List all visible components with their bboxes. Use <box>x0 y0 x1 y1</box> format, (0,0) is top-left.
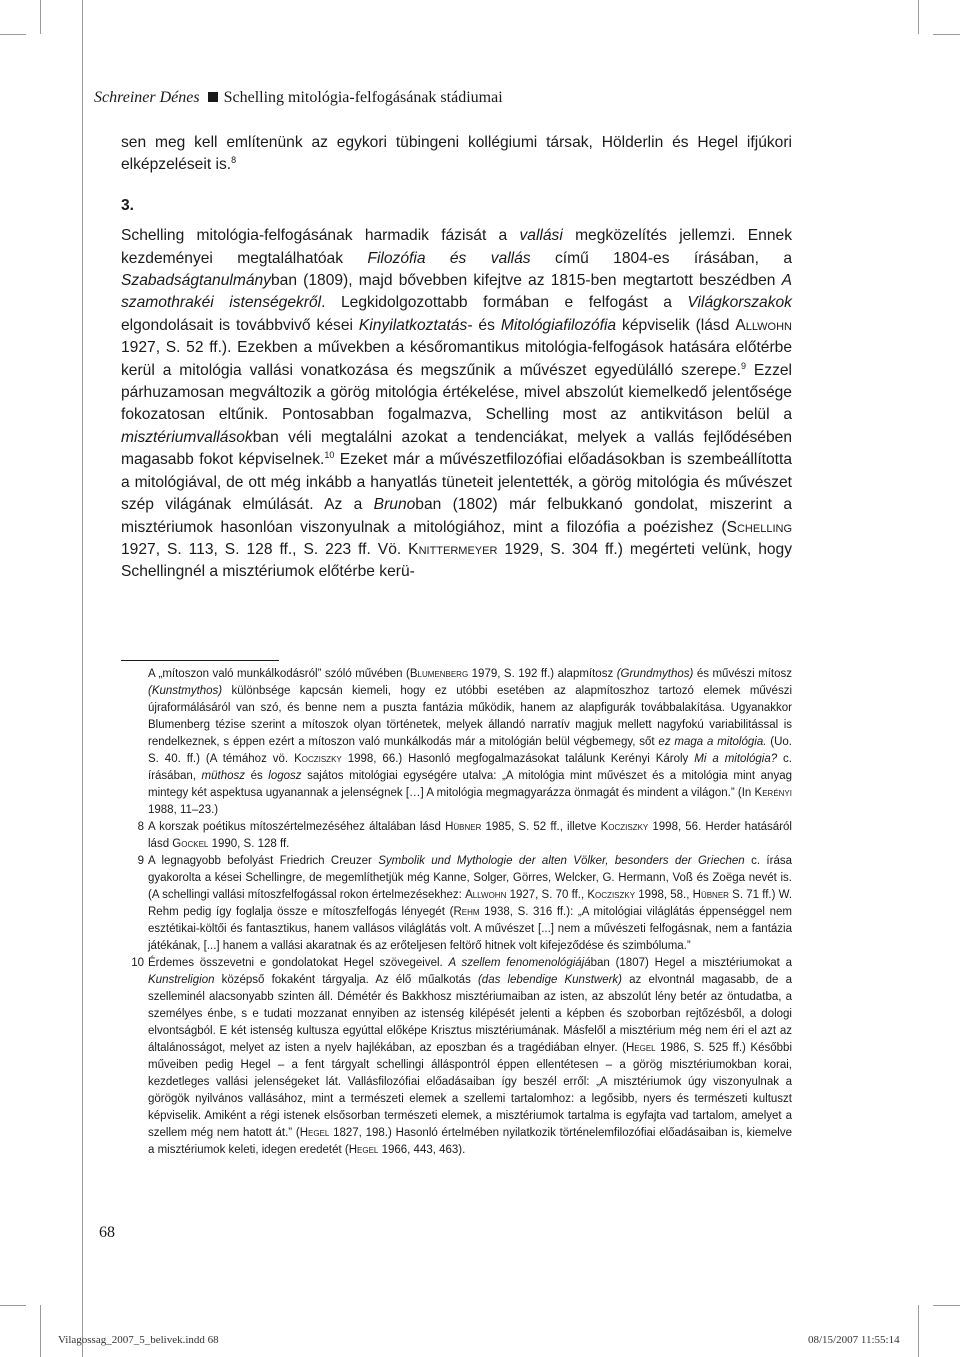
slug-file: Vilagossag_2007_5_belivek.indd 68 <box>58 1334 219 1346</box>
section-heading: 3. <box>121 196 135 214</box>
crop-line-top-left <box>40 0 41 34</box>
footnote-10: 10 Érdemes összevetni e gondolatokat Hegel szövegeivel. A szellem fenomenológiájában (1807) Hegel a misztériumokat a Kunstreligion középső fokaként tárgyalja. Az élő műalkotás (das lebendige Kunstwerk) az elvontnál magasabb, de a szelleminél alacsonyabb szinten áll. Démétér és Bakkhosz misztériumaiban az isten, az abszolút lény betér az öntudatba, a személyes énbe, s e tudati mozzanat ennyiben az istenség kilépését jelenti a képben és szoborban rejtőzésből, a dologi elvontságból. E két istenség kultusza egyúttal előképe Krisztus misztériumának. Másfelől a misztérium még nem éri el azt az általánosságot, melyet az isten a nyelv hajlékában, az eposzban és a tragédiában elnyer. (Hegel 1986, S. 525 ff.) Későbbi műveiben pedig Hegel – a fent tárgyalt schellingi álláspontról éppen ellentétesen – a görög misztériumokban korai, kezdetleges vallási jelenségeket lát. Vallásfilozófiai előadásaiban így beszél erről: „A misztériumok úgy viszonyulnak a görögök nyilvános vallásához, mint a természeti elemek a szellemi tartalomhoz: a legősibb, nyers és természeti kultuszt képviselik. Amiként a régi istenek elsősorban természeti elemek, a misztériumok tartalma is egyfajta vad tartalom, amelyet a szellem még nem hatott át.” (Hegel 1827, 198.) Hasonló értelmében nyilatkozik történelemfilozófiai előadásaiban is, kiemelve a misztériumok keleti, idegen eredetét (Hegel 1966, 443, 463). <box>131 957 793 1156</box>
header-square-icon <box>208 92 218 102</box>
crop-line-left <box>82 0 83 1357</box>
crop-line-bottom-right <box>918 1305 919 1357</box>
header-title: Schelling mitológia-felfogásának stádiumai <box>223 89 503 106</box>
footnote-ref-9: 9 <box>740 360 746 371</box>
footnote-rule <box>121 660 279 661</box>
crop-line-h-bottom-left <box>0 1305 26 1306</box>
footnote-8: 8 A korszak poétikus mítoszértelmezéséhez általában lásd Hübner 1985, S. 52 ff., illetve Kocziszky 1998, 56. Herder hatásáról lásd Gockel 1990, S. 128 ff. <box>137 821 792 850</box>
footnote-continuation: A „mítoszon való munkálkodásról” szóló művében (Blumenberg 1979, S. 192 ff.) alapmítosz (Grundmythos) és művészi mítosz (Kunstmythos) különbsége kapcsán kiemeli, hogy ez utóbbi esetében az alapmítoszhoz tartozó elemek művészi újraformálásáról van szó, és benne nem a puszta fantázia működik, hanem az alapfigurák továbbalakítása. Ugyanakkor Blumenberg tézise szerint a mítoszok olyan történetek, melyek állandó narratív magjuk mellett nagyfokú variabilitással is rendelkeznek, s éppen ezért a mítoszon való munkálkodás már a mitológián belül végbemegy, sőt ez maga a mitológia. (Uo. S. 40. ff.) (A témához vö. Kocziszky 1998, 66.) Hasonló megfogalmazásokat találunk Kerényi Károly Mi a mitológia? c. írásában, müthosz és logosz sajátos mitológiai egységére utalva: „A mitológia mint művészet és a mitológia mint anyag mintegy két aspektusa ugyanannak a jelenségnek […] A mitológia megmagyarázza önmagát és mindent a világon.” (In Kerényi 1988, 11–23.) <box>148 668 793 816</box>
page-number: 68 <box>99 1224 115 1241</box>
crop-line-h-top-right <box>933 34 960 35</box>
crop-line-h-top-left <box>0 34 26 35</box>
footnote-ref-10: 10 <box>324 450 335 461</box>
slug-datetime: 08/15/2007 11:55:14 <box>808 1334 900 1346</box>
crop-line-bottom-left <box>40 1305 41 1357</box>
footnotes <box>121 666 792 1159</box>
paragraph-2: Schelling mitológia-felfogásának harmadik fázisát a vallási megközelítés jellemzi. Ennek kezdeményei megtalálhatóak Filozófia és vallás című 1804-es írásában, a Szabadságtanulmányban (1809), majd bővebben kifejtve az 1815-ben megtartott beszédben A szamothrakéi istenségekről. Legkidolgozottabb formában e felfogást a Világkorszakok elgondolásait is továbbvivő kései Kinyilatkoztatás- és Mitológiafilozófia képviselik (lásd Allwohn 1927, S. 52 ff.). Ezekben a művekben a későromantikus mitológia-felfogások hatására előtérbe kerül a mitológia vallási vonatkozása és megszűnik a művészet egyedülálló szerepe.$^9$ Ezzel párhuzamosan megváltozik a görög mitológia értékelése, mivel abszolút kiemelkedő jelentősége fokozatosan eltűnik. Pontosabban fogalmazva, Schelling most az antikvitáson belül a misztériumvallásokban véli megtalálni azokat a tendenciákat, melyek a vallás fejlődésében magasabb fokot képviselnek.$^{10}$ Ezeket már a művészetfilozófiai előadásokban is szembeállította a mitológiával, de ott még inkább a hanyatlás tüneteit jelentették, a görög mitológia és művészet szép világának elmúlását. Az a Brunoban (1802) már felbukkanó gondolat, miszerint a misztériumok hasonlóan viszonyulnak a mitológiához, mint a filozófia a poézishez (Schelling 1927, S. 113, S. 128 ff., S. 223 ff. Vö. Knittermeyer 1929, S. 304 ff.) megérteti velünk, hogy Schellingnél a misztériumok előtérbe kerü- <box>121 227 793 581</box>
paragraph-1: sen meg kell említenünk az egykori tübingeni kollégiumi társak, Hölderlin és Hegel ifjúkori elképzeléseit is.$^8$ <box>121 134 792 174</box>
body-text <box>121 132 792 584</box>
footnote-9: 9 A legnagyobb befolyást Friedrich Creuzer Symbolik und Mythologie der alten Völker, besonders der Griechen c. írása gyakorolta a kései Schellingre, de megemlíthetjük még Kanne, Solger, Görres, Welcker, G. Hermann, Voß és Zoëga nevét is. (A schellingi vallási mítoszfelfogással rokon értelmezésekhez: Allwohn 1927, S. 70 ff., Kocziszky 1998, 58., Hübner S. 71 ff.) W. Rehm pedig így foglalja össze e mítoszfelfogás lényegét (Rehm 1938, S. 316 ff.): „A mitológiai világlátás éppenséggel nem esztétikai-költői és fantasztikus, hanem vallásos világlátás volt. A művészet [...] nem a művészeti felfogásnak, nem a fantázia játékának, [...] hanem a vallási akaratnak és az erőteljesen feltörő hitnek volt kifejeződése és szimbóluma.” <box>137 855 793 952</box>
running-header <box>94 89 503 107</box>
crop-line-top-right <box>918 0 919 34</box>
crop-line-h-bottom-right <box>933 1305 960 1306</box>
footnote-ref-8: 8 <box>231 155 237 166</box>
header-author: Schreiner Dénes <box>94 89 200 106</box>
